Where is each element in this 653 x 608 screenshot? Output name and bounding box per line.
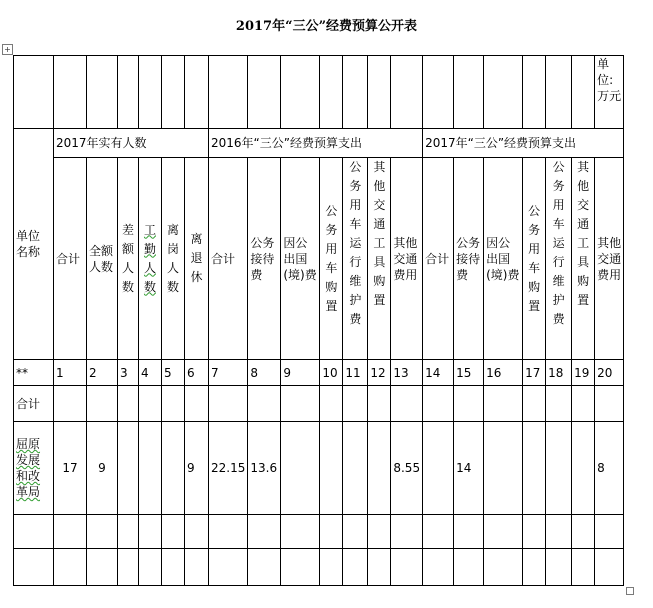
table-row bbox=[14, 422, 624, 515]
data-cell bbox=[546, 422, 572, 515]
index-cell: 5 bbox=[162, 360, 185, 386]
index-cell: 11 bbox=[343, 360, 368, 386]
sub-header: 公务用车运行维护费 bbox=[546, 158, 572, 360]
sub-header: 其他交通工具购置 bbox=[572, 158, 595, 360]
data-cell: 17 bbox=[54, 422, 87, 515]
index-cell: 19 bbox=[572, 360, 595, 386]
index-cell: 3 bbox=[118, 360, 139, 386]
data-cell bbox=[523, 422, 546, 515]
unit-name-header: 单位名称 bbox=[14, 129, 54, 360]
sub-header: 公务用车运行维护费 bbox=[343, 158, 368, 360]
sub-header: 其他交通工具购置 bbox=[368, 158, 391, 360]
index-cell: 17 bbox=[523, 360, 546, 386]
sub-header: 公务用车购置 bbox=[320, 158, 343, 360]
data-cell bbox=[572, 422, 595, 515]
unit-name-cell: 屈原发展和改革局 bbox=[14, 422, 54, 515]
data-cell: 8.55 bbox=[391, 422, 423, 515]
index-cell: 8 bbox=[248, 360, 281, 386]
data-cell: 22.15 bbox=[209, 422, 248, 515]
table-resize-handle[interactable] bbox=[626, 587, 634, 595]
sub-header: 合计 bbox=[54, 158, 87, 360]
sub-header: 全额人数 bbox=[87, 158, 118, 360]
empty-row bbox=[14, 549, 624, 586]
data-cell bbox=[139, 422, 162, 515]
data-cell bbox=[320, 422, 343, 515]
unit-label: 单位:万元 bbox=[595, 56, 624, 129]
group-header-row bbox=[14, 129, 624, 158]
sub-header: 合计 bbox=[423, 158, 454, 360]
index-row bbox=[14, 360, 624, 386]
index-cell: 10 bbox=[320, 360, 343, 386]
data-cell bbox=[368, 422, 391, 515]
sub-header: 工勤人数 bbox=[139, 158, 162, 360]
sub-header: 公务接待费 bbox=[454, 158, 484, 360]
table-move-handle-icon[interactable]: + bbox=[2, 44, 13, 55]
sub-header: 离退休 bbox=[185, 158, 209, 360]
sub-header: 合计 bbox=[209, 158, 248, 360]
index-cell: 9 bbox=[281, 360, 320, 386]
index-cell: ** bbox=[14, 360, 54, 386]
data-cell: 9 bbox=[87, 422, 118, 515]
sub-header: 公务接待费 bbox=[248, 158, 281, 360]
data-cell bbox=[162, 422, 185, 515]
index-cell: 20 bbox=[595, 360, 624, 386]
empty-row bbox=[14, 515, 624, 549]
unit-row bbox=[14, 56, 624, 129]
data-cell: 9 bbox=[185, 422, 209, 515]
index-cell: 18 bbox=[546, 360, 572, 386]
sub-header: 因公出国(境)费 bbox=[484, 158, 523, 360]
data-cell: 8 bbox=[595, 422, 624, 515]
index-cell: 1 bbox=[54, 360, 87, 386]
data-cell: 13.6 bbox=[248, 422, 281, 515]
budget-table bbox=[13, 55, 624, 586]
index-cell: 7 bbox=[209, 360, 248, 386]
index-cell: 12 bbox=[368, 360, 391, 386]
group-header-2016: 2016年“三公”经费预算支出 bbox=[209, 129, 423, 158]
index-cell: 14 bbox=[423, 360, 454, 386]
data-cell bbox=[343, 422, 368, 515]
page-title: 2017年“三公”经费预算公开表 bbox=[235, 19, 418, 34]
total-label: 合计 bbox=[14, 386, 54, 422]
data-cell bbox=[423, 422, 454, 515]
sub-header: 公务用车购置 bbox=[523, 158, 546, 360]
group-header-staff: 2017年实有人数 bbox=[54, 129, 209, 158]
total-row bbox=[14, 386, 624, 422]
index-cell: 6 bbox=[185, 360, 209, 386]
data-cell bbox=[281, 422, 320, 515]
index-cell: 2 bbox=[87, 360, 118, 386]
sub-header: 差额人数 bbox=[118, 158, 139, 360]
sub-header: 其他交通费用 bbox=[595, 158, 624, 360]
index-cell: 16 bbox=[484, 360, 523, 386]
data-cell bbox=[484, 422, 523, 515]
index-cell: 4 bbox=[139, 360, 162, 386]
data-cell bbox=[118, 422, 139, 515]
index-cell: 15 bbox=[454, 360, 484, 386]
data-cell: 14 bbox=[454, 422, 484, 515]
group-header-2017: 2017年“三公”经费预算支出 bbox=[423, 129, 624, 158]
sub-header: 其他交通费用 bbox=[391, 158, 423, 360]
sub-header: 因公出国(境)费 bbox=[281, 158, 320, 360]
index-cell: 13 bbox=[391, 360, 423, 386]
sub-header: 离岗人数 bbox=[162, 158, 185, 360]
sub-header-row bbox=[14, 158, 624, 360]
